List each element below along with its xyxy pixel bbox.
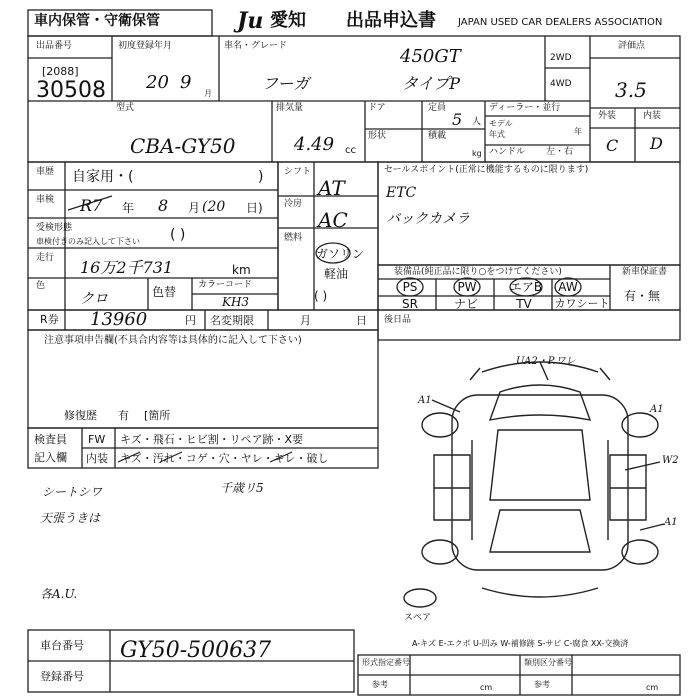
- chassis-number: GY50-500637: [120, 638, 272, 663]
- color-code-label: カラーコード: [198, 280, 253, 290]
- capacity-unit: 人: [472, 117, 482, 127]
- load-label: 積載: [428, 131, 447, 141]
- door-label: ドア: [368, 103, 386, 113]
- reference-label-1: 参考: [372, 680, 388, 689]
- kg-unit: kg: [472, 149, 482, 158]
- 2wd-label: 2WD: [550, 53, 572, 63]
- deadline-month-unit: 月: [300, 314, 311, 327]
- exterior-grade: C: [606, 136, 619, 155]
- mileage-value: 16万2千731: [80, 258, 174, 277]
- shift-label: シフト: [284, 167, 312, 177]
- equip-aw: AW: [558, 280, 578, 294]
- recycle-label: R券: [40, 313, 59, 326]
- mark-a1-front: A1: [418, 395, 432, 406]
- interior-grade: D: [650, 134, 663, 153]
- remark-misc: 千歳リ5: [220, 481, 264, 495]
- remark-au: 各A.U.: [40, 587, 78, 601]
- year-unit: 年: [574, 127, 582, 136]
- year-label: 年式: [489, 130, 505, 139]
- evaluation-label: 評価点: [618, 41, 646, 51]
- inspection-year-unit: 年: [122, 201, 135, 215]
- car-name-label: 車名・グレード: [224, 41, 288, 51]
- history-close: ): [258, 169, 264, 185]
- fuel-paren: ( ): [314, 289, 328, 303]
- fw-items: キズ・飛石・ヒビ割・リペア跡・X要: [120, 433, 304, 446]
- storage-title: 車内保管・守衛保管: [34, 13, 160, 29]
- lot-small: [2088]: [42, 65, 79, 78]
- 4wd-label: 4WD: [550, 79, 572, 89]
- aircon-label: 冷房: [284, 199, 303, 209]
- inspection-month: 8: [158, 196, 169, 215]
- model-year-label: モデル: [489, 119, 513, 128]
- remark-ceiling: 天張うきは: [40, 511, 101, 525]
- sales-point-etc: ETC: [386, 185, 417, 201]
- interior-label: 内装: [643, 111, 662, 121]
- inspection-form-label: 受検形態: [36, 223, 73, 233]
- entry-label: 記入欄: [34, 451, 67, 464]
- inspection-day-unit: 日): [246, 201, 263, 215]
- ju-logo: Ju: [237, 8, 264, 34]
- color-code-value: KH3: [222, 295, 250, 309]
- equip-navi: ナビ: [453, 297, 478, 311]
- class-number-label: 類別区分番号: [524, 658, 572, 667]
- inspection-month-unit: 月: [188, 201, 201, 215]
- model-value: CBA-GY50: [130, 134, 236, 158]
- fuel-gasoline: ガソリン: [316, 247, 365, 261]
- inspection-form-note: 車検付きのみ記入して下さい: [36, 237, 140, 246]
- inspector-label: 検査員: [34, 433, 67, 446]
- aircon-value: AC: [318, 208, 348, 232]
- displacement-value: 4.49: [294, 134, 335, 155]
- equip-sr: SR: [402, 297, 418, 311]
- notes-label: 注意事項申告欄(不具合内容等は具体的に記入して下さい): [44, 335, 302, 346]
- org-name: 愛知: [270, 10, 306, 31]
- km-unit: km: [232, 263, 251, 277]
- inspection-label: 車検: [36, 195, 55, 205]
- mark-a1-right: A1: [650, 404, 664, 415]
- shape-label: 形状: [368, 131, 387, 141]
- color-value: クロ: [80, 291, 108, 307]
- inspection-day: (20: [202, 199, 226, 215]
- cc-unit: cc: [345, 145, 356, 156]
- listing-number-label: 出品番号: [36, 41, 73, 51]
- doc-title: 出品申込書: [346, 10, 436, 31]
- reg-number-label: 登録番号: [40, 670, 84, 683]
- reference-label-2: 参考: [534, 680, 550, 689]
- evaluation-score: 3.5: [615, 78, 647, 102]
- damage-legend: A-キズ E-エクボ U-凹み W-補修跡 S-サビ C-腐食 XX-交換済: [412, 639, 629, 648]
- cm-unit-1: cm: [480, 683, 493, 692]
- repair-history-label: 修復歴: [64, 409, 97, 422]
- interior-row-label: 内装: [86, 452, 108, 465]
- spare-label: スペア: [404, 613, 432, 623]
- car-type: タイプP: [402, 74, 460, 93]
- first-registration-label: 初度登録年月: [118, 41, 173, 51]
- yen-unit: 円: [185, 314, 196, 327]
- month-unit: 月: [204, 89, 212, 98]
- cm-unit-2: cm: [646, 683, 659, 692]
- sales-points-label: セールスポイント(正常に機能するものに限ります): [384, 165, 589, 175]
- mark-w2: W2: [662, 455, 679, 466]
- remark-seat: シートシワ: [42, 485, 103, 499]
- color-label: 色: [36, 281, 46, 291]
- english-org-name: JAPAN USED CAR DEALERS ASSOCIATION: [458, 17, 663, 28]
- inspection-form-paren: ( ): [170, 227, 186, 243]
- equipment-label: 装備品(純正品に限り○をつけてください): [394, 267, 562, 277]
- equip-tv: TV: [516, 297, 532, 311]
- deadline-day-unit: 日: [356, 314, 367, 327]
- fw-label: FW: [88, 433, 106, 446]
- history-label: 車歴: [36, 167, 55, 177]
- car-name: フーガ: [262, 74, 310, 93]
- chassis-label: 車台番号: [40, 639, 84, 652]
- repaint-label: 色替: [152, 285, 177, 299]
- car-grade: 450GT: [400, 46, 461, 67]
- exterior-label: 外装: [598, 111, 617, 121]
- equip-ps: PS: [402, 280, 418, 294]
- handle-options: 左・右: [546, 147, 574, 157]
- model-label: 型式: [116, 103, 135, 113]
- repair-place: [箇所: [144, 409, 171, 422]
- later-items-label: 後日品: [384, 315, 412, 325]
- equip-pw: PW: [457, 280, 477, 294]
- capacity-value: 5: [452, 110, 463, 129]
- name-change-label: 名変期限: [210, 314, 254, 327]
- car-diagram: [404, 362, 664, 607]
- displacement-label: 排気量: [276, 103, 304, 113]
- lot-number: 30508: [36, 78, 106, 103]
- sales-point-camera: バックカメラ: [386, 211, 470, 227]
- equip-airbag: エアB: [509, 280, 543, 294]
- capacity-label: 定員: [428, 103, 447, 113]
- handle-label: ハンドル: [489, 147, 526, 157]
- registration-month: 9: [180, 72, 192, 93]
- recycle-value: 13960: [90, 309, 148, 330]
- fuel-label: 燃料: [284, 233, 303, 243]
- dealer-label: ディーラー・並行: [489, 103, 561, 113]
- repair-history-value: 有: [118, 409, 129, 422]
- inspection-era: R7: [80, 196, 103, 215]
- fuel-diesel: 軽油: [324, 267, 349, 281]
- warranty-label: 新車保証書: [622, 267, 668, 277]
- diagram-top-note: UA2・P.ワレ: [516, 356, 576, 367]
- warranty-options: 有・無: [624, 289, 661, 303]
- mark-a1-rear: A1: [664, 517, 678, 528]
- interior-items: キズ・汚れ・コゲ・穴・ヤレ・キレ・破し: [120, 452, 329, 465]
- type-designation-label: 形式指定番号: [362, 658, 410, 667]
- registration-year: 20: [146, 72, 169, 93]
- history-value: 自家用・(: [72, 169, 134, 185]
- equip-leather: カワシート: [554, 297, 610, 310]
- shift-value: AT: [318, 176, 345, 200]
- mileage-label: 走行: [36, 253, 55, 263]
